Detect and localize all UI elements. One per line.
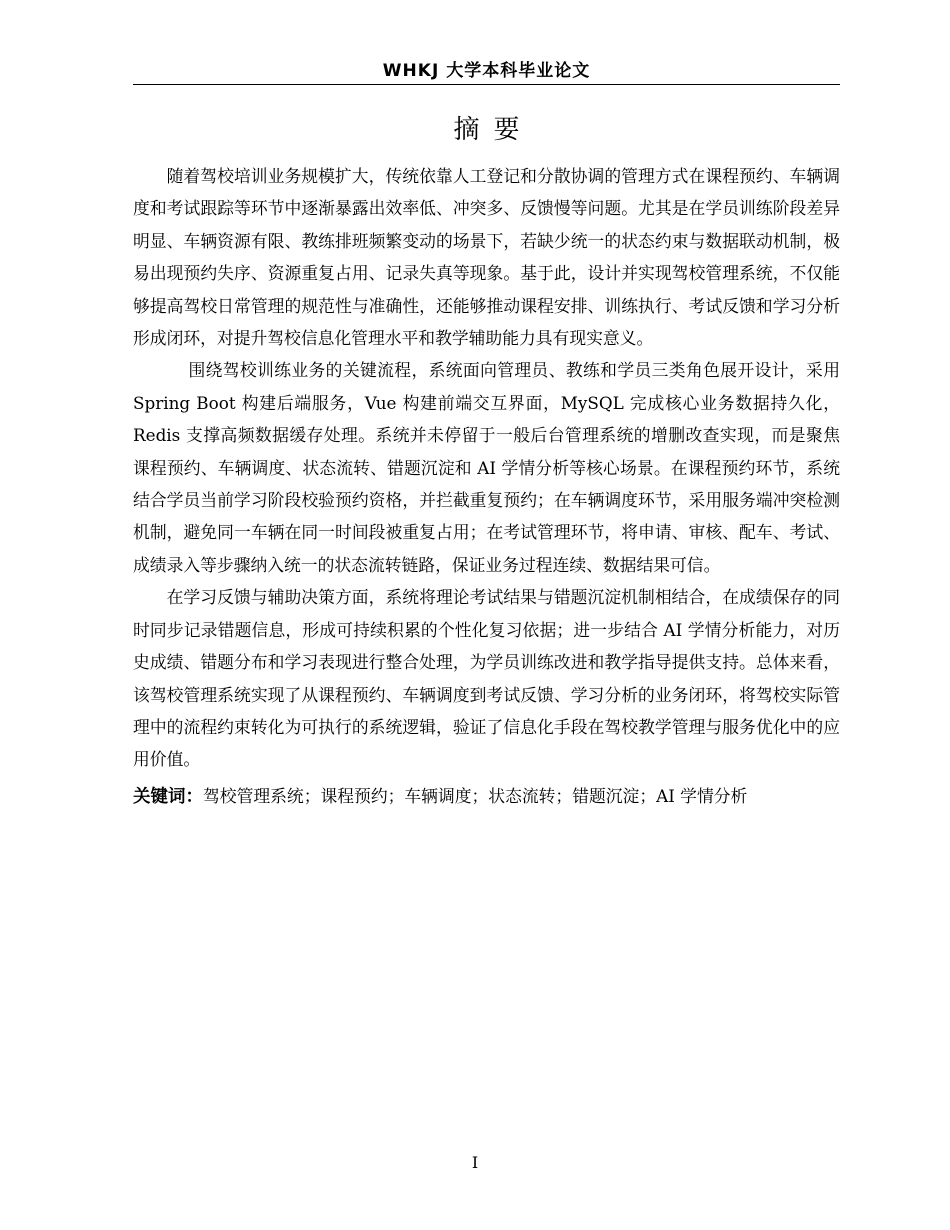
abstract-title: 摘要 xyxy=(453,115,534,145)
keywords-text: 驾校管理系统；课程预约；车辆调度；状态流转；错题沉淀；AI 学情分析 xyxy=(203,785,748,806)
page-header xyxy=(133,58,840,85)
abstract-paragraph-2: 围绕驾校训练业务的关键流程，系统面向管理员、教练和学员三类角色展开设计，采用 Spring Boot 构建后端服务，Vue 构建前端交互界面，MySQL 完成核心业务数据持久化，Redis 支撑高频数据缓存处理。系统并未停留于一般后台管理系统的增删改查实现，而是聚焦课程预约、车辆调度、状态流转、错题沉淀和 AI 学情分析等核心场景。在课程预约环节，系统结合学员当前学习阶段校验预约资格，并拦截重复预约；在车辆调度环节，采用服务端冲突检测机制，避免同一车辆在同一时间段被重复占用；在考试管理环节，将申请、审核、配车、考试、成绩录入等步骤纳入统一的状态流转链路，保证业务过程连续、数据结果可信。 xyxy=(133,360,840,575)
page-number: I xyxy=(471,1153,479,1172)
abstract-body xyxy=(133,160,840,813)
keywords-line xyxy=(133,780,840,813)
header-title: WHKJ 大学本科毕业论文 xyxy=(382,61,591,81)
keywords-label: 关键词： xyxy=(133,786,203,807)
abstract-paragraph-1: 随着驾校培训业务规模扩大，传统依靠人工登记和分散协调的管理方式在课程预约、车辆调度和考试跟踪等环节中逐渐暴露出效率低、冲突多、反馈慢等问题。尤其是在学员训练阶段差异明显、车辆资源有限、教练排班频繁变动的场景下，若缺少统一的状态约束与数据联动机制，极易出现预约失序、资源重复占用、记录失真等现象。基于此，设计并实现驾校管理系统，不仅能够提高驾校日常管理的规范性与准确性，还能够推动课程安排、训练执行、考试反馈和学习分析形成闭环，对提升驾校信息化管理水平和教学辅助能力具有现实意义。 xyxy=(133,166,840,349)
abstract-paragraph-3: 在学习反馈与辅助决策方面，系统将理论考试结果与错题沉淀机制相结合，在成绩保存的同时同步记录错题信息，形成可持续积累的个性化复习依据；进一步结合 AI 学情分析能力，对历史成绩、错题分布和学习表现进行整合处理，为学员训练改进和教学指导提供支持。总体来看，该驾校管理系统实现了从课程预约、车辆调度到考试反馈、学习分析的业务闭环，将驾校实际管理中的流程约束转化为可执行的系统逻辑，验证了信息化手段在驾校教学管理与服务优化中的应用价值。 xyxy=(133,587,840,770)
